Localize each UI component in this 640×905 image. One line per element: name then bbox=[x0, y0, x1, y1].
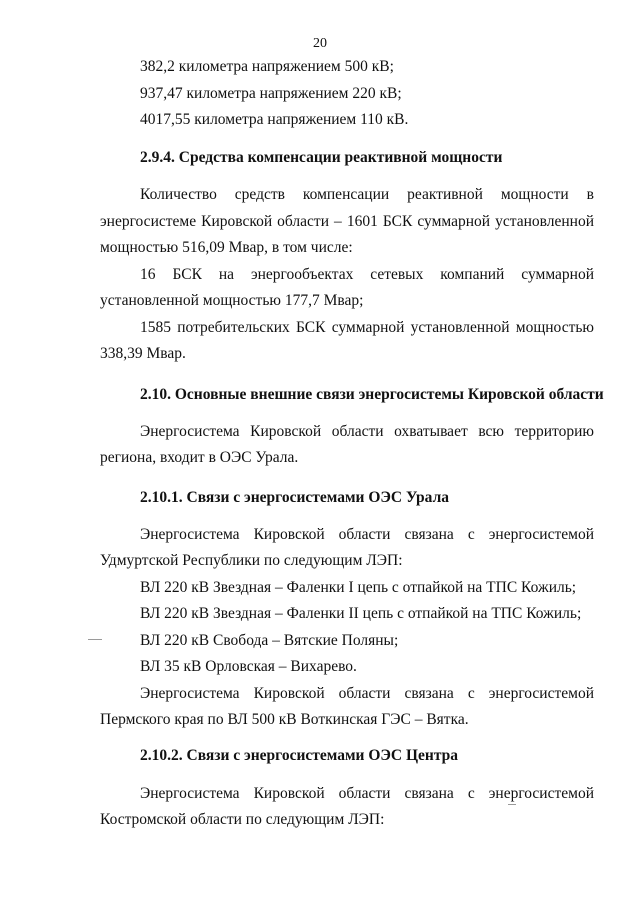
list-item: ВЛ 220 кВ Свобода – Вятские Поляны; bbox=[140, 632, 399, 649]
line-length-110kv: 4017,55 километра напряжением 110 кВ. bbox=[140, 111, 409, 128]
paragraph-line: Энергосистема Кировской области охватывает всю территорию bbox=[140, 423, 594, 440]
list-item: ВЛ 220 кВ Звездная – Фаленки I цепь с отпайкой на ТПС Кожиль; bbox=[140, 579, 577, 596]
paragraph-line: Удмуртской Республики по следующим ЛЭП: bbox=[100, 552, 403, 569]
paragraph-line: 1585 потребительских БСК суммарной установленной мощностью bbox=[140, 319, 594, 336]
paragraph-line: 16 БСК на энергообъектах сетевых компаний суммарной bbox=[140, 266, 594, 283]
section-heading-2-9-4: 2.9.4. Средства компенсации реактивной мощности bbox=[140, 149, 503, 166]
section-heading-2-10-2: 2.10.2. Связи с энергосистемами ОЭС Центра bbox=[140, 747, 458, 764]
paragraph-line: региона, входит в ОЭС Урала. bbox=[100, 449, 299, 466]
page-number: 20 bbox=[313, 36, 327, 51]
list-item: ВЛ 35 кВ Орловская – Вихарево. bbox=[140, 658, 357, 675]
scan-mark bbox=[88, 639, 102, 640]
paragraph-line: Энергосистема Кировской области связана с энергосистемой bbox=[140, 785, 594, 802]
line-length-220kv: 937,47 километра напряжением 220 кВ; bbox=[140, 85, 402, 102]
paragraph-line: Количество средств компенсации реактивной мощности в bbox=[140, 186, 594, 203]
line-length-500kv: 382,2 километра напряжением 500 кВ; bbox=[140, 58, 394, 75]
paragraph-line: Пермского края по ВЛ 500 кВ Воткинская ГЭС – Вятка. bbox=[100, 711, 469, 728]
paragraph-line: мощностью 516,09 Мвар, в том числе: bbox=[100, 239, 353, 256]
scan-mark bbox=[508, 804, 516, 805]
section-heading-2-10-1: 2.10.1. Связи с энергосистемами ОЭС Урала bbox=[140, 489, 450, 506]
paragraph-line: Энергосистема Кировской области связана с энергосистемой bbox=[140, 526, 594, 543]
paragraph-line: установленной мощностью 177,7 Мвар; bbox=[100, 292, 364, 309]
paragraph-line: Костромской области по следующим ЛЭП: bbox=[100, 811, 385, 828]
list-item: ВЛ 220 кВ Звездная – Фаленки II цепь с отпайкой на ТПС Кожиль; bbox=[140, 605, 582, 622]
paragraph-line: 338,39 Мвар. bbox=[100, 345, 186, 362]
paragraph-line: Энергосистема Кировской области связана с энергосистемой bbox=[140, 685, 594, 702]
section-heading-2-10: 2.10. Основные внешние связи энергосистемы Кировской области bbox=[140, 386, 604, 403]
paragraph-line: энергосистеме Кировской области – 1601 БСК суммарной установленной bbox=[100, 213, 594, 230]
